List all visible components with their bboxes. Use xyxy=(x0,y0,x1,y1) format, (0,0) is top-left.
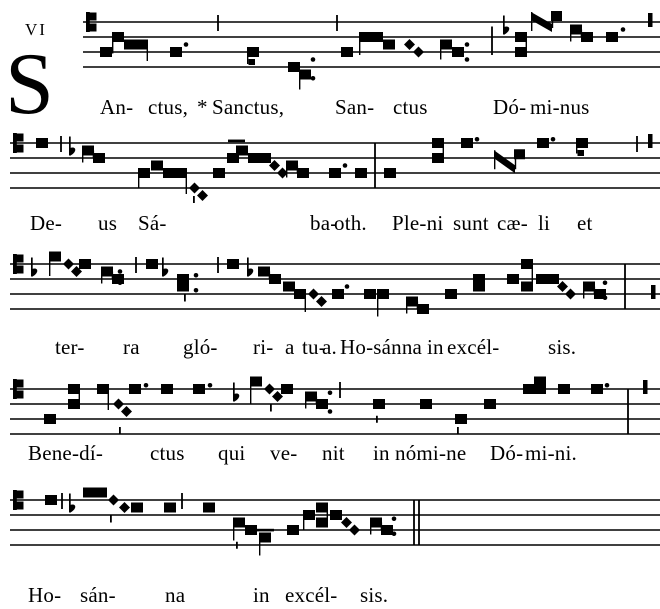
mora-dot xyxy=(603,280,608,285)
mora-dot xyxy=(311,76,316,81)
lyric-syllable: Ple-ni xyxy=(392,211,444,235)
lyric-syllable: excél- xyxy=(447,335,500,359)
neume-punctum xyxy=(355,168,367,178)
episema-mark xyxy=(256,529,274,532)
neume-punctum xyxy=(146,259,158,269)
lyric-syllable: De- xyxy=(30,211,63,235)
custos-mark xyxy=(648,134,653,148)
neume-punctum xyxy=(536,274,548,284)
lyric-syllable: ctus xyxy=(393,95,428,119)
neume-punctum xyxy=(248,153,260,163)
neume-punctum xyxy=(606,27,625,42)
double-bar-divisio xyxy=(414,500,419,545)
neume-punctum xyxy=(161,384,173,394)
neume-punctum xyxy=(213,168,225,178)
neume-podatus xyxy=(534,377,546,395)
neume-rhombus xyxy=(349,525,360,536)
neume-podatus xyxy=(432,138,444,163)
neume-punctum xyxy=(175,168,187,194)
lyric-syllable: ctus, xyxy=(148,95,189,119)
neume-clivis xyxy=(406,297,429,315)
neume-punctum xyxy=(45,495,57,505)
neume-rhombus xyxy=(308,289,319,300)
neume-punctum xyxy=(131,503,143,513)
lyric-syllable: in xyxy=(427,335,444,359)
lyric-syllable: Bene-dí- xyxy=(28,441,104,465)
staff-lines xyxy=(10,389,660,434)
lyric-syllable: ve- xyxy=(270,441,298,465)
lyric-syllable: sunt xyxy=(453,211,489,235)
staff-system-1 xyxy=(0,0,660,120)
mode-label: VI xyxy=(25,20,47,39)
neume-rhombus xyxy=(316,296,327,307)
flat-icon xyxy=(162,258,168,277)
custos-mark xyxy=(643,380,648,394)
ictus-mark xyxy=(119,427,121,434)
lyric-syllable: us xyxy=(98,211,118,235)
neume-punctum xyxy=(97,384,109,410)
staff-lines xyxy=(10,143,660,188)
flat-icon xyxy=(247,258,253,277)
neume-punctum xyxy=(151,161,163,171)
neume-punctum xyxy=(203,503,215,513)
neume-punctum xyxy=(136,40,148,62)
mora-dot xyxy=(328,390,333,395)
lyric-syllable: San- xyxy=(335,95,375,119)
neume-punctum xyxy=(112,32,124,54)
ictus-mark xyxy=(236,542,238,549)
mora-dot xyxy=(603,295,608,300)
mora-dot xyxy=(392,531,397,536)
lyric-syllable: nómi-ne xyxy=(395,441,467,465)
lyric-syllable: gló- xyxy=(183,335,218,359)
lyric-syllable: sis. xyxy=(360,583,389,607)
mora-dot xyxy=(311,57,316,62)
staff-system-3 xyxy=(0,240,660,362)
lyric-syllable: ra xyxy=(123,335,140,359)
neume-punctum xyxy=(170,42,188,57)
lyric-syllable: Dó- xyxy=(493,95,527,119)
lyric-syllable: sis. xyxy=(548,335,577,359)
neume-podatus xyxy=(177,274,189,292)
neume-rhombus xyxy=(63,259,74,270)
lyric-syllable: Ho-sánna xyxy=(340,335,423,359)
lyric-syllable: Sá- xyxy=(138,211,167,235)
drop-cap-initial: S xyxy=(5,36,54,133)
neume-punctum xyxy=(283,282,295,292)
custos-mark xyxy=(651,285,656,299)
lyric-syllable: Ho- xyxy=(28,583,62,607)
neume-punctum xyxy=(250,377,262,405)
episema-mark xyxy=(228,140,245,143)
neume-punctum xyxy=(138,168,150,188)
neume-punctum xyxy=(455,414,467,424)
staff-system-4 xyxy=(0,362,660,480)
neume-podatus xyxy=(473,274,485,292)
neume-punctum xyxy=(83,488,95,498)
lyric-syllable: sán- xyxy=(80,583,116,607)
neume-punctum xyxy=(452,47,464,57)
neume-rhombus xyxy=(341,517,352,528)
neume-clivis xyxy=(286,161,309,179)
lyric-syllable: et xyxy=(577,211,593,235)
custos-mark xyxy=(648,13,653,27)
lyric-syllable: ba- xyxy=(310,211,338,235)
neume-punctum xyxy=(236,146,248,156)
ictus-mark xyxy=(193,196,195,203)
lyric-syllable: nit xyxy=(322,441,345,465)
lyric-syllable: excél- xyxy=(285,583,338,607)
neume-clivis xyxy=(570,25,593,43)
ictus-mark xyxy=(270,405,272,412)
neume-rhombus xyxy=(264,384,275,395)
neume-punctum xyxy=(288,62,300,72)
mora-dot xyxy=(465,42,470,47)
lyric-syllable: in xyxy=(373,441,390,465)
flat-icon xyxy=(31,258,37,277)
lyric-syllable: na xyxy=(165,583,186,607)
lyric-syllable: a. xyxy=(322,335,337,359)
neume-punctum xyxy=(227,259,239,269)
lyric-syllable: a xyxy=(285,335,295,359)
neume-punctum xyxy=(329,163,347,178)
lyric-syllable: tu- xyxy=(302,335,326,359)
mora-dot xyxy=(194,273,199,278)
neume-punctum xyxy=(95,488,107,498)
lyric-syllable: li xyxy=(538,211,551,235)
neume-punctum xyxy=(287,525,299,535)
neume-punctum xyxy=(303,510,315,530)
neume-punctum xyxy=(373,399,385,409)
neume-rhombus xyxy=(189,183,200,194)
neume-punctum xyxy=(384,168,396,178)
neume-punctum xyxy=(445,289,457,299)
neume-clivis xyxy=(258,267,281,285)
neume-punctum xyxy=(164,503,176,513)
lyric-syllable: cæ- xyxy=(497,211,528,235)
mora-dot xyxy=(118,269,123,274)
ictus-mark xyxy=(457,427,459,434)
mora-dot xyxy=(194,288,199,293)
ictus-mark xyxy=(184,295,186,302)
neume-punctum xyxy=(507,274,519,284)
flat-icon xyxy=(233,383,239,402)
neume-rhombus xyxy=(119,502,130,513)
lyric-syllable: oth. xyxy=(334,211,367,235)
ictus-mark xyxy=(376,416,378,423)
neume-punctum xyxy=(332,284,349,299)
ictus-mark xyxy=(110,516,112,523)
neume-rhombus xyxy=(197,190,208,201)
lyric-syllable: in xyxy=(253,583,270,607)
lyric-syllable: qui xyxy=(218,441,246,465)
neume-rhombus xyxy=(113,399,124,410)
neume-punctum xyxy=(330,510,342,520)
mora-dot xyxy=(465,57,470,62)
neume-podatus xyxy=(515,32,527,57)
flat-icon xyxy=(503,16,509,35)
neume-clivis xyxy=(82,146,105,164)
neume-punctum xyxy=(364,289,376,299)
neume-punctum xyxy=(79,259,91,269)
lyric-syllable: An- xyxy=(100,95,134,119)
flat-icon xyxy=(69,137,75,156)
neume-podatus xyxy=(68,384,80,409)
lyric-syllable: Sanctus, xyxy=(212,95,285,119)
neume-punctum xyxy=(259,153,271,163)
neume-punctum xyxy=(233,518,245,541)
neume-porrectus xyxy=(494,149,525,173)
neume-punctum xyxy=(576,138,588,156)
neume-punctum xyxy=(547,274,559,284)
neume-punctum xyxy=(440,40,452,60)
neume-punctum xyxy=(247,47,259,65)
neume-clivis xyxy=(370,518,393,536)
neume-clivis xyxy=(583,282,606,300)
neume-punctum xyxy=(383,40,395,50)
neume-punctum xyxy=(558,384,570,394)
neume-punctum xyxy=(124,40,136,50)
staff-system-5 xyxy=(0,480,660,609)
neume-punctum xyxy=(281,384,293,394)
neume-clivis xyxy=(305,392,328,410)
neume-punctum xyxy=(100,47,112,57)
neume-punctum xyxy=(44,414,56,424)
lyric-syllable: Dó- xyxy=(490,441,524,465)
neume-punctum xyxy=(371,32,383,42)
neume-rhombus xyxy=(404,39,415,50)
lyric-syllable: mi-ni. xyxy=(525,441,577,465)
mora-dot xyxy=(392,516,397,521)
neume-punctum xyxy=(259,533,271,556)
lyric-syllable: ctus xyxy=(150,441,185,465)
staff-system-2 xyxy=(0,120,660,240)
staff-lines xyxy=(10,500,660,545)
neume-rhombus xyxy=(108,495,119,506)
flat-icon xyxy=(69,494,75,513)
neume-rhombus xyxy=(121,406,132,417)
mora-dot xyxy=(118,280,123,285)
neume-punctum xyxy=(377,289,389,317)
neume-punctum xyxy=(245,525,257,535)
neume-punctum xyxy=(523,384,535,394)
neume-punctum xyxy=(484,399,496,409)
lyric-syllable: ri- xyxy=(253,335,274,359)
lyric-syllable: ter- xyxy=(55,335,85,359)
neume-punctum xyxy=(163,168,175,178)
lyric-syllable: * xyxy=(197,95,208,119)
lyric-syllable: mi-nus xyxy=(530,95,590,119)
neume-podatus xyxy=(521,259,533,292)
neume-punctum xyxy=(420,399,432,409)
mora-dot xyxy=(328,409,333,414)
neume-rhombus xyxy=(565,289,576,300)
neume-punctum xyxy=(299,70,311,90)
neume-punctum xyxy=(341,47,353,57)
neume-punctum xyxy=(36,138,48,148)
neume-rhombus xyxy=(413,47,424,58)
